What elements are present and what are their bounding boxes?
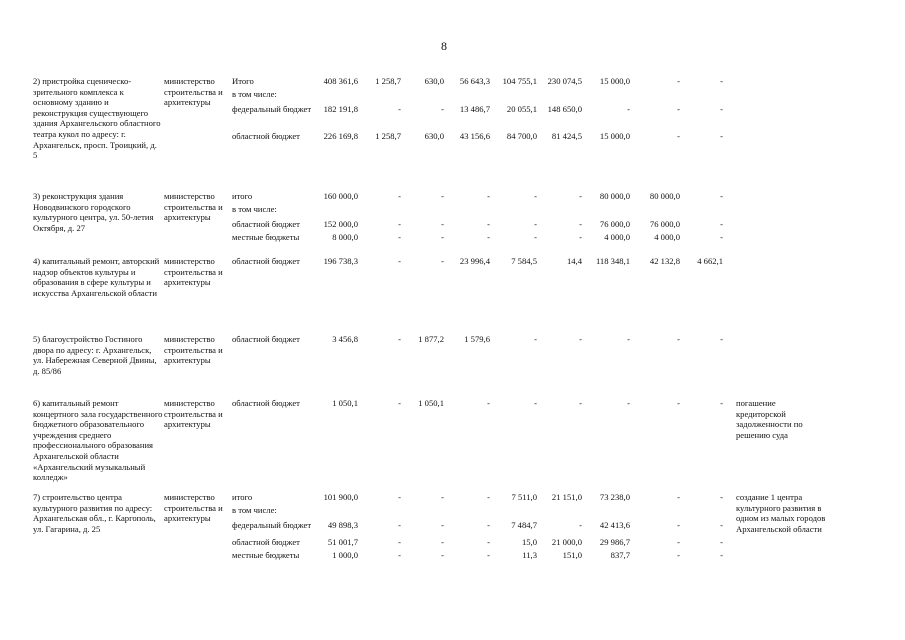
amount-cell: - xyxy=(720,191,723,201)
amount-cell: - xyxy=(534,191,537,201)
amount-cell: 1 050,1 xyxy=(418,398,444,408)
amount-cell: - xyxy=(441,537,444,547)
amount-cell: - xyxy=(398,537,401,547)
executor: министерство строительства и архитектуры xyxy=(164,76,223,108)
amount-cell: - xyxy=(441,520,444,530)
funding-source: местные бюджеты xyxy=(232,550,300,560)
amount-cell: 630,0 xyxy=(424,76,444,86)
amount-cell: 151,0 xyxy=(562,550,582,560)
result-note: создание 1 центра культурного развития в одном из малых городов Архангельской области xyxy=(736,492,826,534)
amount-cell: - xyxy=(441,492,444,502)
amount-cell: 4 000,0 xyxy=(604,232,630,242)
amount-cell: - xyxy=(534,334,537,344)
amount-cell: - xyxy=(534,398,537,408)
amount-cell: - xyxy=(441,191,444,201)
amount-cell: - xyxy=(579,334,582,344)
amount-cell: - xyxy=(487,520,490,530)
amount-cell: 23 996,4 xyxy=(459,256,490,266)
amount-cell: - xyxy=(534,219,537,229)
amount-cell: - xyxy=(398,104,401,114)
amount-cell: 1 877,2 xyxy=(418,334,444,344)
amount-cell: 56 643,3 xyxy=(459,76,490,86)
amount-cell: 20 055,1 xyxy=(506,104,537,114)
amount-cell: - xyxy=(441,256,444,266)
amount-cell: 196 738,3 xyxy=(323,256,358,266)
funding-source: в том числе: xyxy=(232,204,277,214)
executor: министерство строительства и архитектуры xyxy=(164,492,223,524)
amount-cell: - xyxy=(720,232,723,242)
amount-cell: - xyxy=(627,334,630,344)
amount-cell: - xyxy=(677,492,680,502)
amount-cell: - xyxy=(398,232,401,242)
amount-cell: - xyxy=(720,76,723,86)
amount-cell: 230 074,5 xyxy=(547,76,582,86)
amount-cell: 152 000,0 xyxy=(323,219,358,229)
amount-cell: - xyxy=(487,492,490,502)
amount-cell: - xyxy=(398,492,401,502)
amount-cell: - xyxy=(720,537,723,547)
funding-source: Итого xyxy=(232,76,254,86)
amount-cell: - xyxy=(579,219,582,229)
event-name: 3) реконструкция здания Новодвинского городского культурного центра, ул. 50-летия Октября, д. 27 xyxy=(33,191,154,233)
amount-cell: 118 348,1 xyxy=(595,256,630,266)
funding-source: областной бюджет xyxy=(232,334,300,344)
executor: министерство строительства и архитектуры xyxy=(164,398,223,430)
amount-cell: - xyxy=(398,219,401,229)
amount-cell: - xyxy=(398,256,401,266)
amount-cell: - xyxy=(398,334,401,344)
amount-cell: - xyxy=(720,550,723,560)
amount-cell: - xyxy=(720,520,723,530)
amount-cell: - xyxy=(677,550,680,560)
funding-source: областной бюджет xyxy=(232,131,300,141)
amount-cell: 1 258,7 xyxy=(375,131,401,141)
amount-cell: 11,3 xyxy=(522,550,537,560)
amount-cell: - xyxy=(534,232,537,242)
amount-cell: - xyxy=(579,232,582,242)
amount-cell: 8 000,0 xyxy=(332,232,358,242)
amount-cell: 182 191,8 xyxy=(323,104,358,114)
amount-cell: 15,0 xyxy=(521,537,537,547)
funding-source: федеральный бюджет xyxy=(232,104,312,114)
amount-cell: 7 511,0 xyxy=(511,492,537,502)
amount-cell: - xyxy=(579,398,582,408)
amount-cell: - xyxy=(677,76,680,86)
amount-cell: - xyxy=(627,104,630,114)
amount-cell: 630,0 xyxy=(424,131,444,141)
amount-cell: - xyxy=(398,520,401,530)
event-name: 4) капитальный ремонт, авторский надзор объектов культуры и образования в сфере культуры и искусства Архангельской области xyxy=(33,256,160,298)
amount-cell: - xyxy=(720,334,723,344)
amount-cell: 4 000,0 xyxy=(654,232,680,242)
amount-cell: - xyxy=(441,232,444,242)
amount-cell: - xyxy=(677,537,680,547)
amount-cell: 13 486,7 xyxy=(459,104,490,114)
result-note: погашение кредиторской задолженности по решению суда xyxy=(736,398,803,440)
funding-source: областной бюджет xyxy=(232,256,300,266)
amount-cell: 42 132,8 xyxy=(649,256,680,266)
amount-cell: 21 000,0 xyxy=(551,537,582,547)
funding-source: областной бюджет xyxy=(232,398,300,408)
amount-cell: - xyxy=(720,104,723,114)
amount-cell: 15 000,0 xyxy=(599,76,630,86)
amount-cell: - xyxy=(720,219,723,229)
amount-cell: - xyxy=(487,232,490,242)
amount-cell: 7 484,7 xyxy=(511,520,537,530)
event-name: 6) капитальный ремонт концертного зала государственного бюджетного образовательного учреждения среднего профессионального образования Архангельской области «Архангельский музыкальный колледж» xyxy=(33,398,163,483)
amount-cell: - xyxy=(487,219,490,229)
event-name: 7) строительство центра культурного развития по адресу: Архангельская обл., г. Каргополь, ул. Гагарина, д. 25 xyxy=(33,492,156,534)
amount-cell: 73 238,0 xyxy=(599,492,630,502)
funding-source: в том числе: xyxy=(232,505,277,515)
amount-cell: 408 361,6 xyxy=(323,76,358,86)
amount-cell: 160 000,0 xyxy=(323,191,358,201)
amount-cell: - xyxy=(677,398,680,408)
amount-cell: 49 898,3 xyxy=(327,520,358,530)
event-name: 5) благоустройство Гостиного двора по адресу: г. Архангельск, ул. Набережная Северной Двины, д. 85/86 xyxy=(33,334,157,376)
amount-cell: - xyxy=(487,550,490,560)
amount-cell: 21 151,0 xyxy=(551,492,582,502)
amount-cell: - xyxy=(398,550,401,560)
amount-cell: - xyxy=(579,520,582,530)
amount-cell: - xyxy=(487,398,490,408)
amount-cell: - xyxy=(487,191,490,201)
amount-cell: - xyxy=(487,537,490,547)
amount-cell: - xyxy=(677,334,680,344)
amount-cell: 80 000,0 xyxy=(599,191,630,201)
amount-cell: 80 000,0 xyxy=(649,191,680,201)
amount-cell: - xyxy=(677,520,680,530)
amount-cell: 42 413,6 xyxy=(599,520,630,530)
amount-cell: 29 986,7 xyxy=(599,537,630,547)
funding-source: областной бюджет xyxy=(232,537,300,547)
executor: министерство строительства и архитектуры xyxy=(164,334,223,366)
amount-cell: 76 000,0 xyxy=(649,219,680,229)
executor: министерство строительства и архитектуры xyxy=(164,191,223,223)
amount-cell: 3 456,8 xyxy=(332,334,358,344)
amount-cell: 148 650,0 xyxy=(547,104,582,114)
funding-source: в том числе: xyxy=(232,89,277,99)
amount-cell: 7 584,5 xyxy=(511,256,537,266)
amount-cell: 84 700,0 xyxy=(506,131,537,141)
amount-cell: - xyxy=(677,131,680,141)
amount-cell: 43 156,6 xyxy=(459,131,490,141)
amount-cell: - xyxy=(627,398,630,408)
amount-cell: - xyxy=(398,191,401,201)
event-name: 2) пристройка сценическо-зрительного комплекса к основному зданию и реконструкция существующего здания Архангельского областного театра кукол по адресу: г. Архангельск, просп. Троицкий, д. 5 xyxy=(33,76,161,161)
amount-cell: 1 258,7 xyxy=(375,76,401,86)
amount-cell: 76 000,0 xyxy=(599,219,630,229)
funding-source: итого xyxy=(232,191,253,201)
amount-cell: - xyxy=(720,131,723,141)
amount-cell: 1 050,1 xyxy=(332,398,358,408)
funding-source: итого xyxy=(232,492,253,502)
page-number: 8 xyxy=(441,39,447,53)
amount-cell: 81 424,5 xyxy=(551,131,582,141)
funding-source: федеральный бюджет xyxy=(232,520,312,530)
funding-source: местные бюджеты xyxy=(232,232,300,242)
amount-cell: 4 662,1 xyxy=(697,256,723,266)
amount-cell: - xyxy=(398,398,401,408)
funding-source: областной бюджет xyxy=(232,219,300,229)
amount-cell: - xyxy=(677,104,680,114)
amount-cell: - xyxy=(441,104,444,114)
amount-cell: 101 900,0 xyxy=(323,492,358,502)
executor: министерство строительства и архитектуры xyxy=(164,256,223,288)
amount-cell: - xyxy=(579,191,582,201)
amount-cell: - xyxy=(720,398,723,408)
amount-cell: - xyxy=(441,550,444,560)
amount-cell: 837,7 xyxy=(610,550,630,560)
amount-cell: 15 000,0 xyxy=(599,131,630,141)
amount-cell: - xyxy=(441,219,444,229)
amount-cell: 226 169,8 xyxy=(323,131,358,141)
amount-cell: 1 000,0 xyxy=(332,550,358,560)
amount-cell: 1 579,6 xyxy=(464,334,490,344)
amount-cell: - xyxy=(720,492,723,502)
amount-cell: 51 001,7 xyxy=(327,537,358,547)
amount-cell: 104 755,1 xyxy=(502,76,537,86)
amount-cell: 14,4 xyxy=(566,256,582,266)
